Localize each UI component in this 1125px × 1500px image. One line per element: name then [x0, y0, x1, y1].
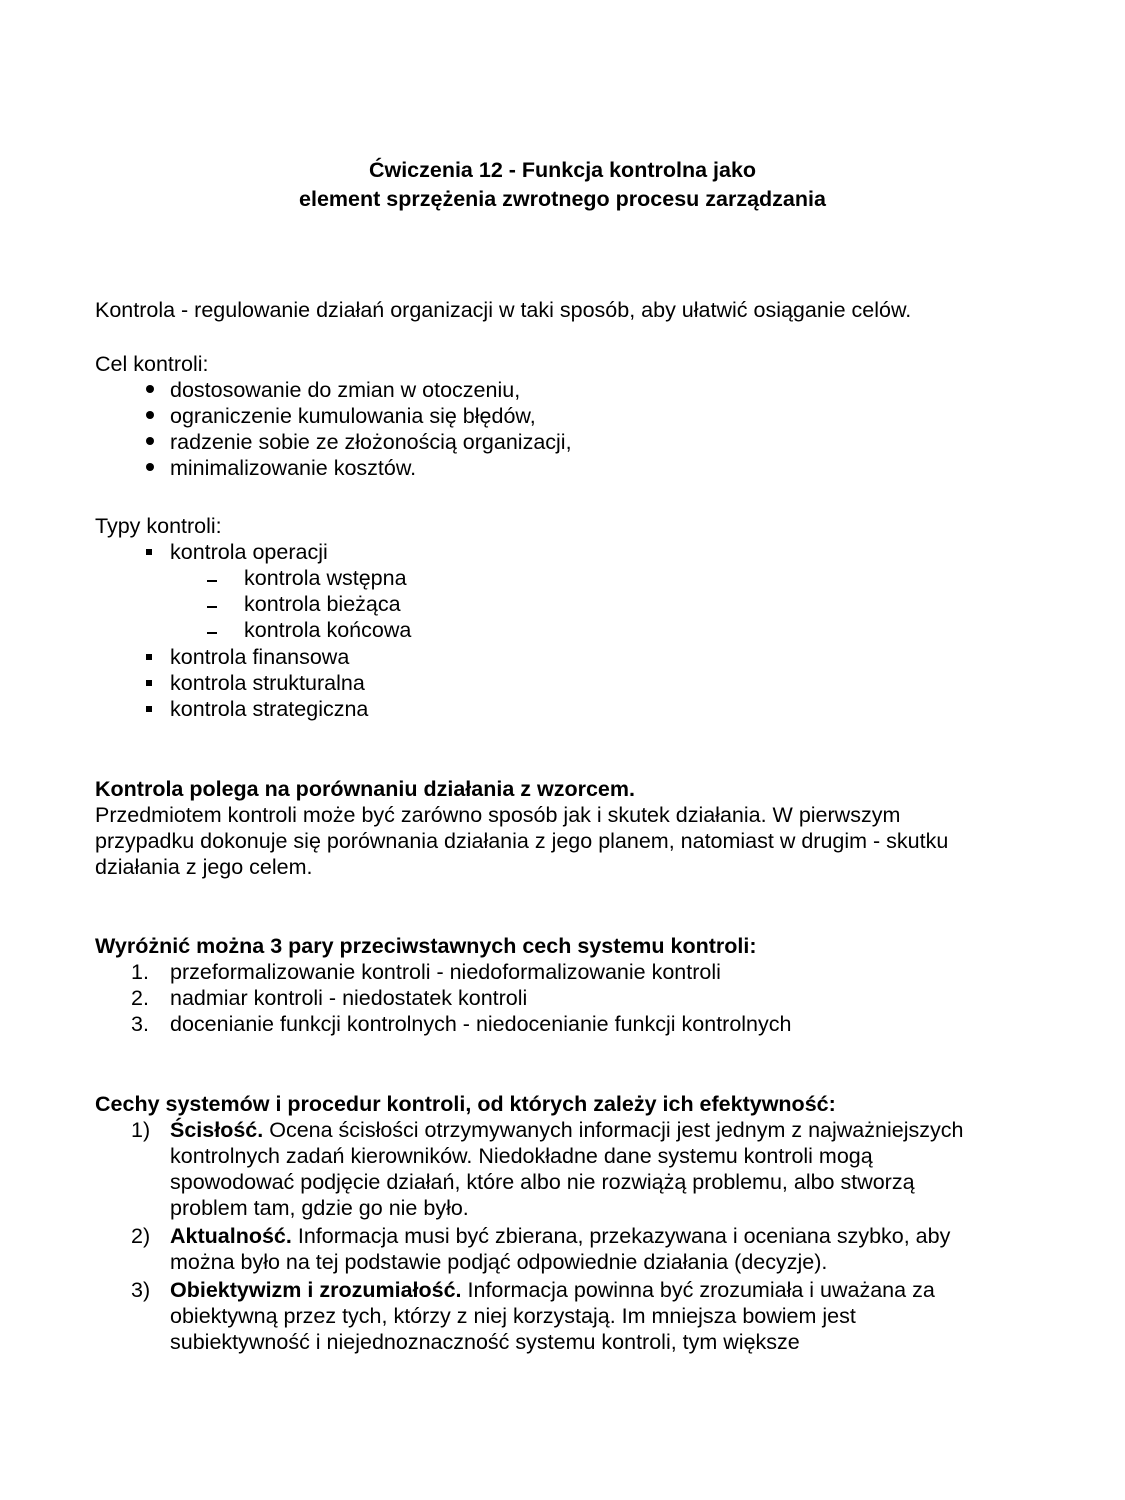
feature-text: Ocena ścisłości otrzymywanych informacji jest jednym z najważniejszych	[269, 1118, 964, 1142]
list-number: 2.	[131, 986, 149, 1010]
square-bullet-icon	[146, 680, 152, 686]
list-item	[170, 1223, 950, 1249]
comparison-line: Przedmiotem kontroli może być zarówno sposób jak i skutek działania. W pierwszym	[95, 803, 901, 827]
list-number: 3.	[131, 1012, 149, 1036]
bullet-icon	[146, 437, 154, 445]
list-item: przeformalizowanie kontroli - niedoformalizowanie kontroli	[170, 960, 721, 984]
list-item: dostosowanie do zmian w otoczeniu,	[170, 378, 521, 402]
feature-line: kontrolnych zadań kierowników. Niedokładne dane systemu kontroli mogą	[170, 1144, 873, 1168]
feature-line: można było na tej podstawie podjąć odpowiednie działania (decyzje).	[170, 1250, 828, 1274]
feature-text: Informacja powinna być zrozumiała i uważana za	[467, 1278, 935, 1302]
features-heading: Cechy systemów i procedur kontroli, od których zależy ich efektywność:	[95, 1092, 836, 1116]
feature-line: subiektywność i niejednoznaczność systemu kontroli, tym większe	[170, 1330, 800, 1354]
list-number: 1)	[131, 1118, 151, 1142]
list-item: kontrola finansowa	[170, 645, 350, 669]
sub-list-item: kontrola wstępna	[244, 566, 407, 590]
comparison-line: przypadku dokonuje się porównania działania z jego planem, natomiast w drugim - skutku	[95, 829, 949, 853]
feature-line: spowodować podjęcie działań, które albo nie rozwiążą problemu, albo stworzą	[170, 1170, 915, 1194]
bullet-icon	[146, 463, 154, 471]
feature-term: Aktualność.	[170, 1224, 292, 1248]
square-bullet-icon	[146, 654, 152, 660]
feature-line: problem tam, gdzie go nie było.	[170, 1196, 469, 1220]
goals-heading: Cel kontroli:	[95, 352, 209, 376]
types-heading: Typy kontroli:	[95, 514, 222, 538]
list-item: docenianie funkcji kontrolnych - niedocenianie funkcji kontrolnych	[170, 1012, 792, 1036]
sub-list-item: kontrola końcowa	[244, 618, 412, 642]
comparison-line: działania z jego celem.	[95, 855, 313, 879]
pairs-heading: Wyróżnić można 3 pary przeciwstawnych cech systemu kontroli:	[95, 934, 757, 958]
list-item	[170, 1117, 963, 1143]
list-number: 3)	[131, 1278, 151, 1302]
feature-text: Informacja musi być zbierana, przekazywana i oceniana szybko, aby	[297, 1224, 951, 1248]
list-item	[170, 1277, 935, 1303]
definition-text: Kontrola - regulowanie działań organizacji w taki sposób, aby ułatwić osiąganie celów.	[95, 298, 912, 322]
title-line-1: Ćwiczenia 12 - Funkcja kontrolna jako	[368, 158, 757, 182]
list-item: kontrola strukturalna	[170, 671, 365, 695]
list-item: radzenie sobie ze złożonością organizacji,	[170, 430, 572, 454]
dash-bullet-icon	[207, 606, 217, 608]
comparison-heading: Kontrola polega na porównaniu działania z wzorcem.	[95, 777, 635, 801]
bullet-icon	[146, 385, 154, 393]
list-item: kontrola strategiczna	[170, 697, 369, 721]
list-item: kontrola operacji	[170, 540, 328, 564]
list-item: nadmiar kontroli - niedostatek kontroli	[170, 986, 528, 1010]
dash-bullet-icon	[207, 632, 217, 634]
bullet-icon	[146, 411, 154, 419]
title-line-2: element sprzężenia zwrotnego procesu zarządzania	[299, 187, 826, 211]
square-bullet-icon	[146, 706, 152, 712]
document-title	[0, 156, 1125, 214]
sub-list-item: kontrola bieżąca	[244, 592, 401, 616]
square-bullet-icon	[146, 549, 152, 555]
feature-term: Obiektywizm i zrozumiałość.	[170, 1278, 462, 1302]
dash-bullet-icon	[207, 580, 217, 582]
feature-term: Ścisłość.	[170, 1118, 264, 1142]
feature-line: obiektywną przez tych, którzy z niej korzystają. Im mniejsza bowiem jest	[170, 1304, 856, 1328]
list-number: 2)	[131, 1224, 151, 1248]
list-number: 1.	[131, 960, 149, 984]
list-item: ograniczenie kumulowania się błędów,	[170, 404, 536, 428]
list-item: minimalizowanie kosztów.	[170, 456, 417, 480]
